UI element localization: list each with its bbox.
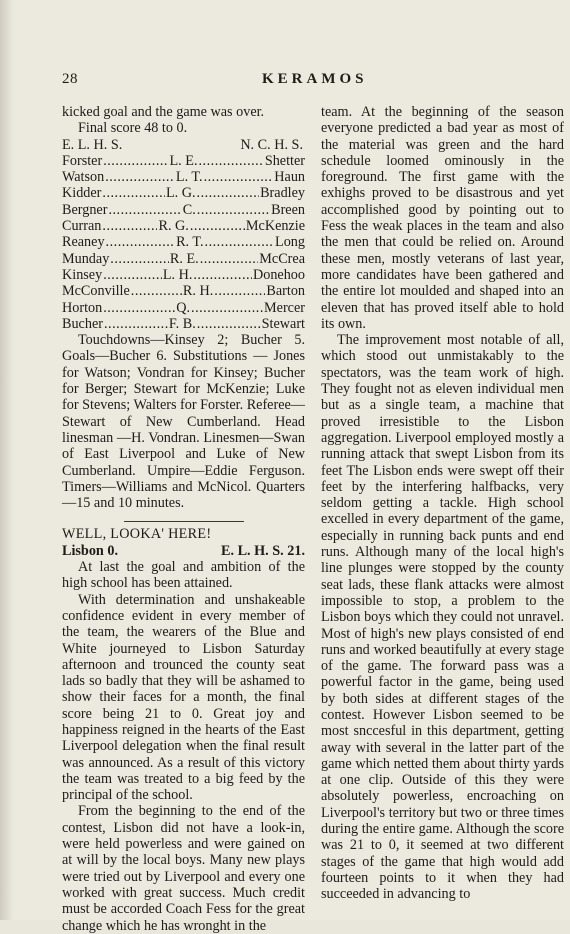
lineup-opponent: Mercer [264,299,305,316]
leader-dots [103,267,162,283]
lineup-player: Bergner [62,201,108,218]
lineup-row [62,153,305,169]
lineup-player: Kinsey [62,266,103,283]
lineup-player: Reaney [62,234,105,251]
lineup-position: F. B. [168,315,196,332]
lineup-position: L. H. [162,266,193,283]
lineup-opponent: McKenzie [245,218,306,235]
lineup-position: R. H. [182,283,214,300]
leader-dots [103,153,168,169]
lineup-table [62,153,305,332]
lineup-player: Munday [62,250,110,267]
lineup-opponent: Shetter [264,152,305,169]
leader-dots [110,251,169,267]
lineup-row [62,218,305,234]
lineup-position: L. T. [175,169,203,186]
article-paragraph: team. At the beginning of the season everyone predicted a bad year as most of the material was green and the hard schedule loomed ominously in the foreground. The first game with the exhighs proved to be disastrous and yet accomplished good by pointing out to Fess the weak places in the team and also the men that could be relied on. Around these men, mostly veterans of last year, more candidates have been gathered and the entire lot moulded and shaped into an eleven that has proved itself able to hold its own. [321,104,564,332]
lineup-player: Horton [62,299,103,316]
lineup-player: Forster [62,152,103,169]
leader-dots [191,300,263,316]
lineup-row [62,185,305,201]
leader-dots [205,234,275,250]
article-headline: WELL, LOOKA' HERE! [62,526,212,543]
lineup-header-left: E. L. H. S. [62,136,123,153]
right-column [321,104,564,903]
leader-dots [131,283,182,299]
lineup-position: R. E. [169,250,199,267]
lineup-header-right: N. C. H. S. [240,136,303,153]
section-divider [124,521,244,522]
article-paragraph: With determination and unshakeable confidence evident in every member of the team, the wearers of the Blue and White journeyed to Lisbon Saturday afternoon and trounced the county seat lads so badly that they will be ashamed to show their faces for a month, the final score being 21 to 0. Great joy and happiness reigned in the hearts of the East Liverpool delegation when the final result was announced. As a result of this victory the team was treated to a big feed by the principal of the school. [62,591,305,804]
leader-dots [197,185,260,201]
score-lisbon: Lisbon 0. [62,542,118,559]
lineup-row [62,316,305,332]
leader-dots [105,169,175,185]
article-paragraph: The improvement most notable of all, which stood out unmistakably to the spectators, was the team work of high. They fought not as eleven individual men but as a single team, a machine that proved irresistible to the Lisbon aggregation. Liverpool employed mostly a running attack that swept Lisbon from its feet The Lisbon ends were swept off their feet by the interfering halfbacks, very seldom getting a tackle. High school excelled in every department of the game, especially in running back punts and end runs. Although many of the local high's line plunges were stopped by the county seat lads, these flank attacks were almost impossible to stop, a problem to the Lisbon boys which they could not unravel. Most of high's new plays consisted of end runs and worked beautifully at every stage of the game. The forward pass was a powerful factor in the game, being used by both sides at different stages of the contest. However Lisbon seemed to be most snccesful in this department, getting away with several in the latter part of the game which netted them about thirty yards at one clip. Outside of this they were absolutely powerless, encroaching on Liverpool's territory but two or three times during the entire game. Although the score was 21 to 0, it seemed at two different stages of the game that high would add fourteen points to it when they had succeeded in advancing to [321,332,564,903]
lineup-opponent: Bradley [260,185,306,202]
leader-dots [108,202,181,218]
leader-dots [214,283,265,299]
lineup-position: R. G. [158,218,189,235]
lineup-row [62,202,305,218]
leader-dots [193,267,252,283]
lineup-position: C. [182,201,196,218]
final-score-line: Final score 48 to 0. [78,120,188,137]
lineup-player: McConville [62,283,130,300]
lineup-player: Bucher [62,315,103,332]
lineup-opponent: Breen [271,201,305,218]
lineup-position: L. G. [165,185,196,202]
lineup-opponent: Stewart [261,315,305,332]
lineup-row [62,169,305,185]
score-elhs: E. L. H. S. 21. [221,542,305,559]
leader-dots [197,202,270,218]
lineup-row [62,267,305,283]
leader-dots [106,234,176,250]
lineup-opponent: Donehoo [252,266,305,283]
lineup-opponent: Haun [274,169,306,186]
binding-edge [0,0,14,920]
article-paragraph: From the beginning to the end of the contest, Lisbon did not have a look-in, were held powerless and were gained on at will by the local boys. Many new plays were tried out by Liverpool and every one worked with great success. Much credit must be accorded Coach Fess for the great change which he has wronght in the [62,803,305,934]
lineup-row [62,234,305,250]
lineup-row [62,251,305,267]
leader-dots [204,169,274,185]
lineup-row [62,283,305,299]
running-head-title: KERAMOS [262,71,368,87]
lineup-position: Q. [176,299,191,316]
lineup-header [62,137,305,153]
lineup-position: L. E. [169,152,198,169]
leader-dots [200,251,259,267]
lineup-player: Watson [62,169,105,186]
lineup-player: Curran [62,218,102,235]
intro-line: kicked goal and the game was over. [62,104,265,120]
leader-dots [102,218,157,234]
game-summary: Touchdowns—Kinsey 2; Bucher 5. Goals—Bucher 6. Substitutions — Jones for Watson; Vondran for Kinsey; Bucher for Berger; Stewart for McKenzie; Luke for Stevens; Walters for Forster. Referee—Stewart of New Cumberland. Head linesman —H. Vondran. Linesmen—Swan of East Liverpool and Luke of New Cumberland. Umpire—Eddie Ferguson. Timers—Williams and McNicol. Quarters—15 and 10 minutes. [62,332,305,512]
left-column [62,104,305,934]
lineup-player: Kidder [62,185,102,202]
leader-dots [199,153,264,169]
lineup-row [62,300,305,316]
leader-dots [102,185,165,201]
leader-dots [104,316,168,332]
lineup-opponent: Barton [266,283,306,300]
leader-dots [190,218,245,234]
lineup-position: R. T. [176,234,204,251]
lineup-opponent: Long [275,234,305,251]
article-paragraph: At last the goal and ambition of the high school has been attained. [62,559,305,592]
leader-dots [197,316,261,332]
lineup-opponent: McCrea [259,250,305,267]
article-score-line [62,543,305,559]
page-number: 28 [62,71,78,87]
leader-dots [103,300,175,316]
